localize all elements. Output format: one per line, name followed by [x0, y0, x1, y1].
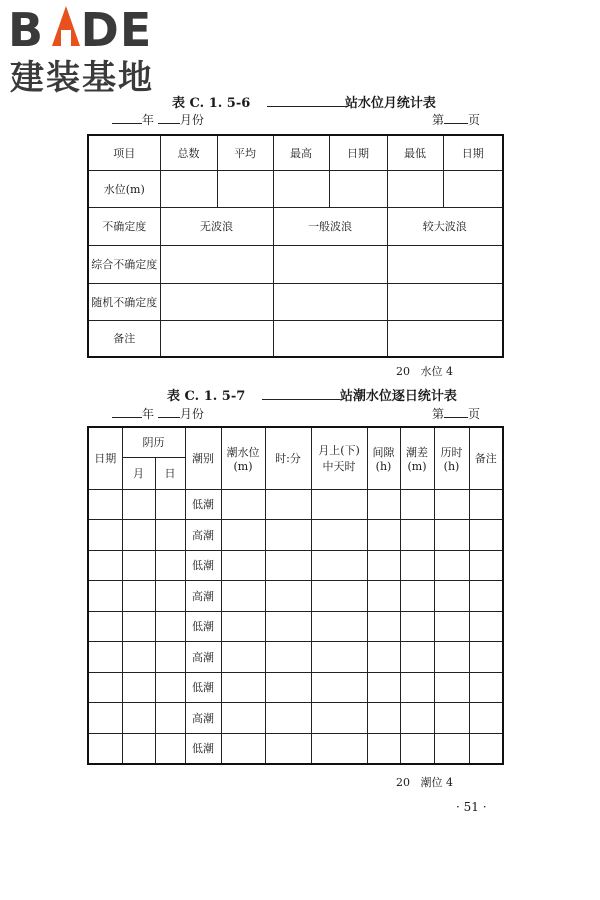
header-item: 项目 [88, 135, 160, 170]
cell [265, 672, 311, 703]
footnote-number: 20 [396, 776, 410, 789]
header-date: 日期 [329, 135, 387, 170]
table1-name: 站水位月统计表 [344, 96, 436, 111]
table1-row-remarks [88, 320, 503, 357]
cell [367, 581, 400, 612]
cell [469, 550, 503, 581]
header-lowest: 最低 [387, 135, 443, 170]
cell [265, 581, 311, 612]
cell [88, 642, 122, 673]
cell [311, 489, 367, 520]
cell [155, 733, 185, 764]
header-average: 平均 [217, 135, 273, 170]
table-row [88, 733, 503, 764]
table-row [88, 611, 503, 642]
cell [221, 489, 265, 520]
cell [221, 520, 265, 551]
tide-type-cell: 低潮 [185, 489, 221, 520]
cell [155, 611, 185, 642]
page-suffix: 页 [468, 407, 481, 421]
table1-title [172, 92, 436, 111]
year-label: 年 [142, 113, 155, 127]
cell [122, 581, 155, 612]
tide-type-cell: 高潮 [185, 520, 221, 551]
cell [155, 642, 185, 673]
tide-type-cell: 高潮 [185, 581, 221, 612]
cell [88, 733, 122, 764]
row-label: 备注 [88, 320, 160, 357]
cell [122, 550, 155, 581]
cell [387, 320, 503, 357]
table2-year-month [112, 405, 204, 422]
tide-type-cell: 低潮 [185, 733, 221, 764]
cell [469, 581, 503, 612]
page-blank [444, 123, 468, 124]
table-row [88, 550, 503, 581]
cell [160, 320, 273, 357]
cell [329, 170, 387, 207]
cell [400, 733, 434, 764]
cell [160, 283, 273, 320]
table2-header-row-1 [88, 427, 503, 457]
cell [400, 642, 434, 673]
cell [122, 703, 155, 734]
table-row [88, 672, 503, 703]
cell [122, 733, 155, 764]
header-tide-type: 潮别 [185, 427, 221, 489]
cell [160, 170, 217, 207]
cell [221, 703, 265, 734]
tide-type-cell: 高潮 [185, 642, 221, 673]
cell [469, 733, 503, 764]
cell [469, 642, 503, 673]
cell [122, 672, 155, 703]
cell [434, 703, 469, 734]
page-prefix: 第 [432, 407, 445, 421]
wave-large: 较大波浪 [387, 207, 503, 245]
cell [273, 245, 387, 283]
tide-level-daily-table [87, 426, 504, 765]
wave-none: 无波浪 [160, 207, 273, 245]
header-date: 日期 [88, 427, 122, 489]
cell [387, 245, 503, 283]
row-label: 随机不确定度 [88, 283, 160, 320]
header-total: 总数 [160, 135, 217, 170]
cell [160, 245, 273, 283]
station-name-blank [262, 399, 340, 400]
table1-page [432, 111, 480, 128]
month-label: 月份 [179, 407, 204, 421]
cell [400, 672, 434, 703]
wave-moderate: 一般波浪 [273, 207, 387, 245]
cell [88, 489, 122, 520]
cell [221, 611, 265, 642]
cell [122, 611, 155, 642]
year-blank [112, 417, 142, 418]
year-blank [112, 123, 142, 124]
tide-type-cell: 低潮 [185, 550, 221, 581]
row-label: 不确定度 [88, 207, 160, 245]
footnote-number: 20 [396, 365, 410, 378]
logo-chinese-text: 建装基地 [10, 58, 154, 98]
cell [400, 489, 434, 520]
header-date: 日期 [443, 135, 503, 170]
cell [265, 520, 311, 551]
cell [311, 672, 367, 703]
cell [469, 489, 503, 520]
cell [155, 581, 185, 612]
cell [265, 489, 311, 520]
cell [469, 703, 503, 734]
header-highest: 最高 [273, 135, 329, 170]
cell [265, 703, 311, 734]
header-tide-level: 潮水位 (m) [221, 427, 265, 489]
cell [265, 642, 311, 673]
footnote-text: 潮位 4 [420, 776, 453, 789]
cell [434, 611, 469, 642]
cell [469, 611, 503, 642]
cell [387, 283, 503, 320]
cell [469, 672, 503, 703]
table1-header-row [88, 135, 503, 170]
month-blank [158, 417, 180, 418]
cell [122, 489, 155, 520]
page-number: · 51 · [456, 800, 487, 814]
cell [88, 520, 122, 551]
cell [273, 320, 387, 357]
station-name-blank [267, 106, 345, 107]
cell [88, 550, 122, 581]
cell [122, 520, 155, 551]
footnote-text: 水位 4 [420, 365, 453, 378]
row-label: 水位(m) [88, 170, 160, 207]
cell [88, 581, 122, 612]
cell [434, 550, 469, 581]
row-label: 综合不确定度 [88, 245, 160, 283]
cell [311, 611, 367, 642]
cell [155, 672, 185, 703]
cell [400, 581, 434, 612]
cell [367, 672, 400, 703]
header-duration: 历时 (h) [434, 427, 469, 489]
cell [311, 642, 367, 673]
cell [221, 550, 265, 581]
table1-number: 表 C. 1. 5-6 [172, 96, 251, 111]
header-interval: 间隙 (h) [367, 427, 400, 489]
cell [311, 703, 367, 734]
table-row [88, 520, 503, 551]
cell [221, 642, 265, 673]
tide-type-cell: 低潮 [185, 672, 221, 703]
table-row [88, 642, 503, 673]
cell [122, 642, 155, 673]
cell [155, 520, 185, 551]
cell [221, 581, 265, 612]
cell [311, 550, 367, 581]
cell [265, 733, 311, 764]
tide-type-cell: 高潮 [185, 703, 221, 734]
month-blank [158, 123, 180, 124]
bade-logo [8, 4, 188, 104]
table-row [88, 489, 503, 520]
cell [88, 672, 122, 703]
cell [221, 733, 265, 764]
table1-row-water-level [88, 170, 503, 207]
header-lunar-transit: 月上(下) 中天时 [311, 427, 367, 489]
cell [434, 642, 469, 673]
tide-type-cell: 低潮 [185, 611, 221, 642]
cell [443, 170, 503, 207]
table-row [88, 581, 503, 612]
cell [311, 581, 367, 612]
cell [273, 283, 387, 320]
page-blank [444, 417, 468, 418]
cell [367, 733, 400, 764]
cell [400, 550, 434, 581]
table1-year-month [112, 111, 204, 128]
cell [400, 703, 434, 734]
cell [434, 672, 469, 703]
water-level-monthly-table [87, 134, 504, 358]
cell [434, 489, 469, 520]
cell [367, 489, 400, 520]
cell [217, 170, 273, 207]
logo-wordmark: B DE [8, 3, 153, 57]
cell [311, 520, 367, 551]
cell [434, 581, 469, 612]
table2-title [167, 385, 457, 404]
table2-page [432, 405, 480, 422]
cell [469, 520, 503, 551]
table2-footnote [396, 774, 453, 790]
cell [155, 550, 185, 581]
table2-number: 表 C. 1. 5-7 [167, 389, 246, 404]
header-lunar: 阴历 [122, 427, 185, 457]
cell [387, 170, 443, 207]
cell [88, 703, 122, 734]
cell [367, 520, 400, 551]
table1-footnote [396, 363, 453, 379]
cell [400, 520, 434, 551]
cell [400, 611, 434, 642]
header-lunar-day: 日 [155, 457, 185, 489]
cell [265, 550, 311, 581]
table-row [88, 703, 503, 734]
cell [155, 703, 185, 734]
cell [155, 489, 185, 520]
page-suffix: 页 [468, 113, 481, 127]
table2-name: 站潮水位逐日统计表 [339, 389, 457, 404]
cell [265, 611, 311, 642]
header-time: 时:分 [265, 427, 311, 489]
tide-rows [88, 489, 503, 764]
cell [311, 733, 367, 764]
cell [367, 642, 400, 673]
cell [367, 550, 400, 581]
cell [88, 611, 122, 642]
page-prefix: 第 [432, 113, 445, 127]
month-label: 月份 [179, 113, 204, 127]
header-remarks: 备注 [469, 427, 503, 489]
table1-row-random [88, 283, 503, 320]
cell [434, 520, 469, 551]
header-lunar-month: 月 [122, 457, 155, 489]
logo-a-glyph [44, 4, 81, 56]
cell [367, 611, 400, 642]
cell [367, 703, 400, 734]
year-label: 年 [142, 407, 155, 421]
cell [434, 733, 469, 764]
cell [221, 672, 265, 703]
cell [273, 170, 329, 207]
table1-row-uncertainty [88, 207, 503, 245]
table1-row-combined [88, 245, 503, 283]
header-tide-range: 潮差 (m) [400, 427, 434, 489]
